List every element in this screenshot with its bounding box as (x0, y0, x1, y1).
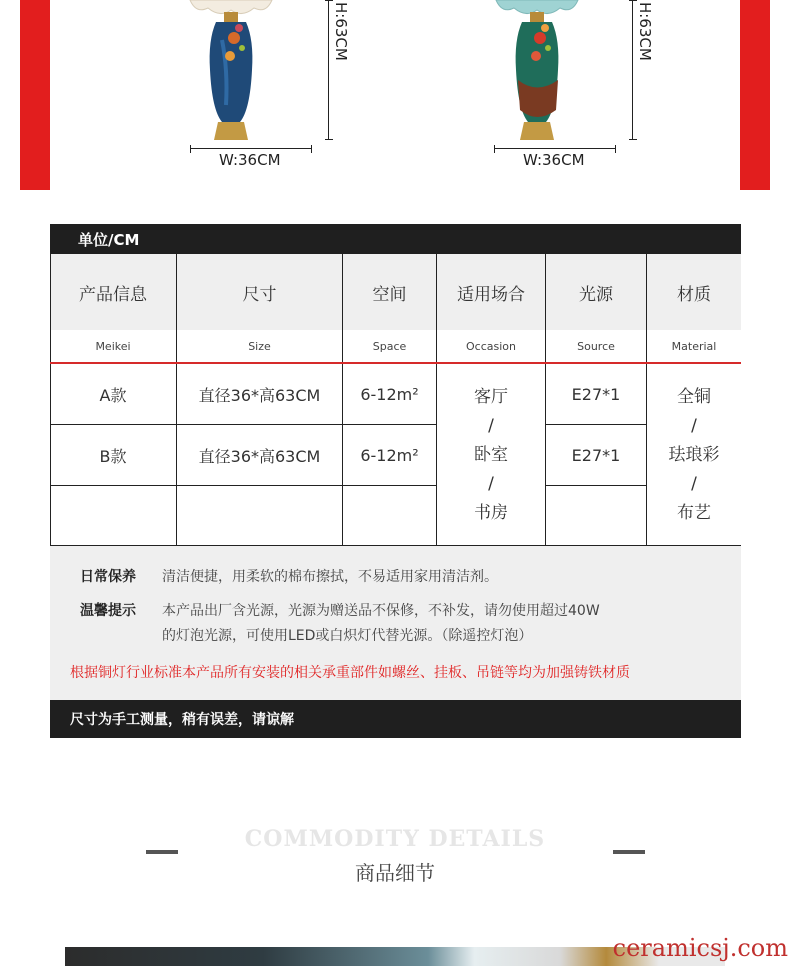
left-red-bar (20, 0, 50, 190)
occasion-item: 卧室 (474, 444, 508, 465)
material-item: 全铜 (677, 386, 711, 407)
red-note: 根据铜灯行业标准本产品所有安装的相关承重部件如螺丝、挂板、吊链等均为加强铸铁材质 (70, 665, 630, 681)
tip-label: 温馨提示 (80, 603, 136, 619)
spec-panel (50, 224, 741, 738)
material-sep: / (691, 473, 697, 494)
header-size: 尺寸 (177, 254, 342, 330)
lamp-a-width-line (190, 148, 312, 149)
header-product-en: Meikei (95, 339, 131, 353)
lamp-a-image (186, 0, 276, 142)
section-title-en: COMMODITY DETAILS (244, 826, 546, 852)
row-a-size: 直径36*高63CM (198, 385, 321, 405)
care-label: 日常保养 (80, 569, 136, 585)
lamp-a-height-line (328, 0, 329, 140)
material-cell (647, 364, 741, 546)
right-red-bar (740, 0, 770, 190)
occasion-sep: / (488, 415, 494, 436)
row-a-name: A款 (99, 385, 127, 405)
lamp-a-height-label: H:63CM (332, 2, 350, 61)
watermark: ceramicsj.com (612, 934, 788, 962)
lamp-b-width-label: W:36CM (523, 151, 585, 169)
footer-note: 尺寸为手工测量，稍有误差，请谅解 (50, 700, 741, 738)
row-b-space: 6-12m² (360, 445, 419, 465)
header-material: 材质 (647, 254, 741, 330)
header-space-en: Space (372, 339, 407, 353)
header-occasion-en: Occasion (466, 339, 516, 353)
unit-label: 单位/CM (50, 224, 741, 254)
occasion-cell (437, 364, 545, 546)
header-size-en: Size (248, 339, 271, 353)
tip-line-1: 本产品出厂含光源，光源为赠送品不保修，不补发，请勿使用超过40W (162, 603, 600, 619)
lamp-b-height-line (632, 0, 633, 140)
lamp-b-width-line (494, 148, 616, 149)
row-a-space: 6-12m² (360, 384, 419, 404)
occasion-item: 客厅 (474, 386, 508, 407)
header-product: 产品信息 (50, 254, 176, 330)
lamp-b-height-label: H:63CM (636, 2, 654, 61)
section-title-cn: 商品细节 (355, 861, 435, 885)
occasion-sep: / (488, 473, 494, 494)
lamp-a-width-label: W:36CM (219, 151, 281, 169)
row-a-source: E27*1 (571, 384, 621, 404)
row-b-name: B款 (99, 446, 127, 466)
lamp-b-image (492, 0, 582, 142)
notes-panel (50, 546, 741, 700)
tip-line-2: 的灯泡光源，可使用LED或白炽灯代替光源。（除遥控灯泡） (162, 628, 533, 644)
material-item: 珐琅彩 (668, 444, 720, 465)
material-sep: / (691, 415, 697, 436)
header-source-en: Source (577, 339, 615, 353)
material-item: 布艺 (677, 502, 711, 523)
header-material-en: Material (671, 339, 717, 353)
care-text: 清洁便捷，用柔软的棉布擦拭，不易适用家用清洁剂。 (162, 569, 498, 585)
header-source: 光源 (546, 254, 646, 330)
occasion-item: 书房 (474, 502, 508, 523)
row-b-source: E27*1 (571, 445, 621, 465)
header-space: 空间 (343, 254, 436, 330)
spec-table (50, 254, 741, 546)
row-b-size: 直径36*高63CM (198, 446, 321, 466)
header-occasion: 适用场合 (437, 254, 545, 330)
